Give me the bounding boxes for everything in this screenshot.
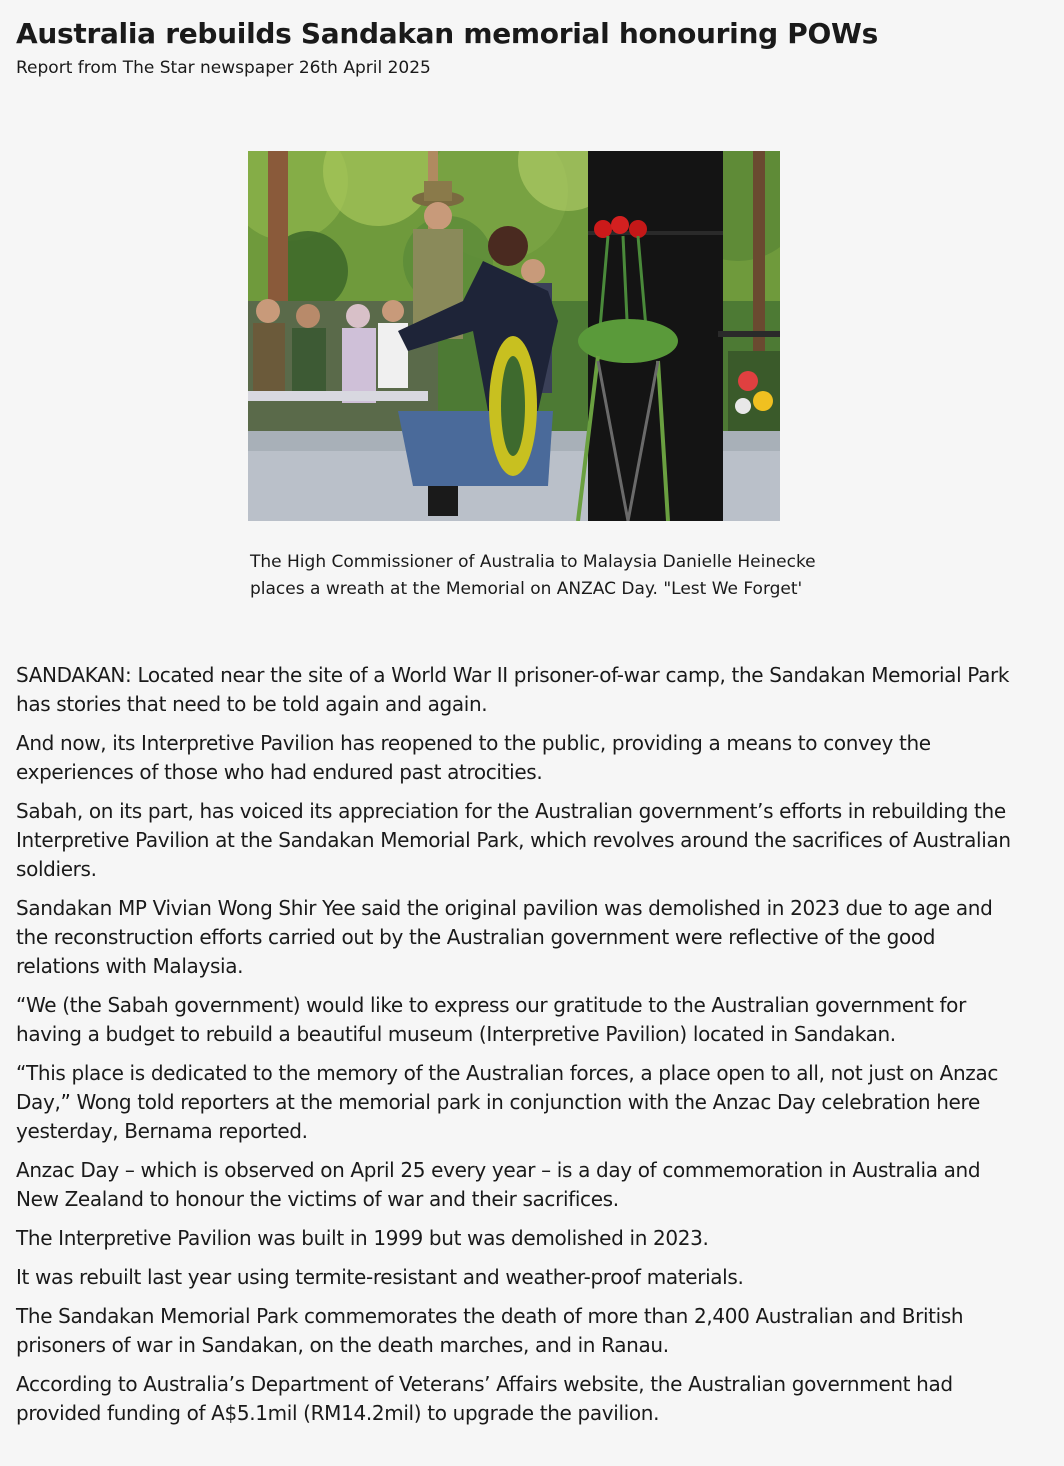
article-paragraph: SANDAKAN: Located near the site of a World War II prisoner-of-war camp, the Sandakan Memorial Park has stories that need to be told again and again.: [16, 663, 1010, 716]
article-paragraph: The Sandakan Memorial Park commemorates the death of more than 2,400 Australian and British prisoners of war in Sandakan, on the death marches, and in Ranau.: [16, 1304, 964, 1357]
photo-caption-line: The High Commissioner of Australia to Malaysia Danielle Heinecke: [250, 552, 816, 572]
memorial-wreath-photo: [248, 151, 780, 521]
photo-caption: [250, 549, 870, 603]
photo-illustration: [248, 151, 780, 521]
article-body: [16, 661, 1016, 1438]
article-paragraph: Anzac Day – which is observed on April 25 every year – is a day of commemoration in Australia and New Zealand to honour the victims of war and their sacrifices.: [16, 1158, 981, 1211]
article-paragraph: It was rebuilt last year using termite-resistant and weather-proof materials.: [16, 1265, 744, 1289]
photo-caption-line: places a wreath at the Memorial on ANZAC Day. "Lest We Forget': [250, 579, 803, 599]
article-paragraph: The Interpretive Pavilion was built in 1999 but was demolished in 2023.: [16, 1226, 709, 1250]
article-paragraph: “We (the Sabah government) would like to express our gratitude to the Australian government for having a budget to rebuild a beautiful museum (Interpretive Pavilion) located in Sandakan.: [16, 993, 966, 1046]
article-paragraph: Sabah, on its part, has voiced its appreciation for the Australian government’s efforts in rebuilding the Interpretive Pavilion at the Sandakan Memorial Park, which revolves around the sacrifices of Australian soldiers.: [16, 799, 1011, 881]
article-paragraph: And now, its Interpretive Pavilion has reopened to the public, providing a means to convey the experiences of those who had endured past atrocities.: [16, 731, 931, 784]
article-source-line: Report from The Star newspaper 26th April 2025: [16, 58, 431, 78]
article-headline: Australia rebuilds Sandakan memorial honouring POWs: [16, 17, 878, 50]
article-paragraph: According to Australia’s Department of Veterans’ Affairs website, the Australian government had provided funding of A$5.1mil (RM14.2mil) to upgrade the pavilion.: [16, 1372, 953, 1425]
article-paragraph: Sandakan MP Vivian Wong Shir Yee said the original pavilion was demolished in 2023 due to age and the reconstruction efforts carried out by the Australian government were reflective of the good relations with Malaysia.: [16, 896, 993, 978]
article-paragraph: “This place is dedicated to the memory of the Australian forces, a place open to all, not just on Anzac Day,” Wong told reporters at the memorial park in conjunction with the Anzac Day celebration here yesterday, Bernama reported.: [16, 1061, 998, 1143]
